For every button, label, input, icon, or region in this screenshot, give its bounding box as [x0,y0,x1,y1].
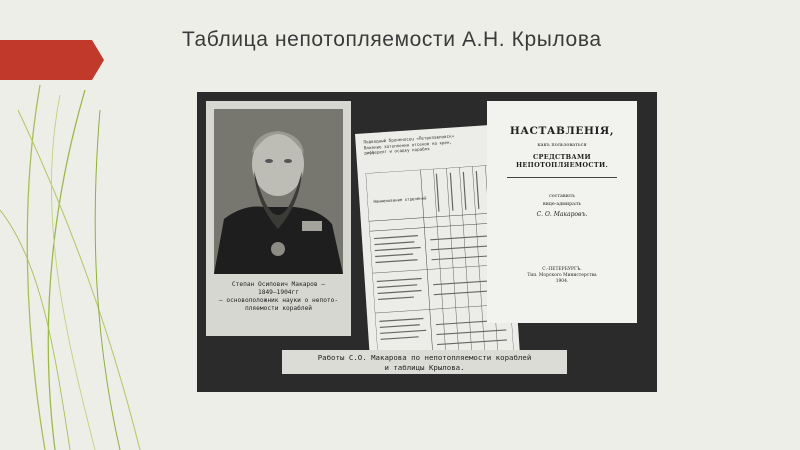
slide-title: Таблица непотопляемости А.Н. Крылова [182,28,602,51]
portrait-image [214,109,343,274]
book-rule [507,177,617,178]
book-title-page [487,101,637,323]
book-title: НАСТАВЛЕНІЯ, [509,125,615,137]
book-author-name: С. О. Макаровъ. [536,211,588,218]
table-header: Подводный броненосец «Петропавловск» Влияние затопления отсеков на крен, дифферент и осадку корабля [363,133,455,156]
book-author-line-1: составилъ [549,194,575,199]
column-header: Наименование отделений [373,195,427,204]
portrait-card [206,101,351,336]
title-accent-arrow [0,40,104,80]
book-subtitle-1: какъ пользоваться [537,142,587,148]
portrait-caption: Степан Осипович Макаров — 1849—1904гг — основоположник науки о непото- пляемости кораблей [218,281,339,312]
book-imprint: С.-ПЕТЕРБУРГЪ. Тип. Морского Министерства 1904. [527,267,597,284]
book-author-line-2: вице-адмиралъ [542,202,582,207]
book-subtitle-2: СРЕДСТВАМИ НЕПОТОПЛЯЕМОСТИ. [515,153,609,169]
historical-photo [197,92,657,392]
exhibit-caption: Работы С.О. Макарова по непотопляемости кораблей и таблицы Крылова. [282,350,567,374]
